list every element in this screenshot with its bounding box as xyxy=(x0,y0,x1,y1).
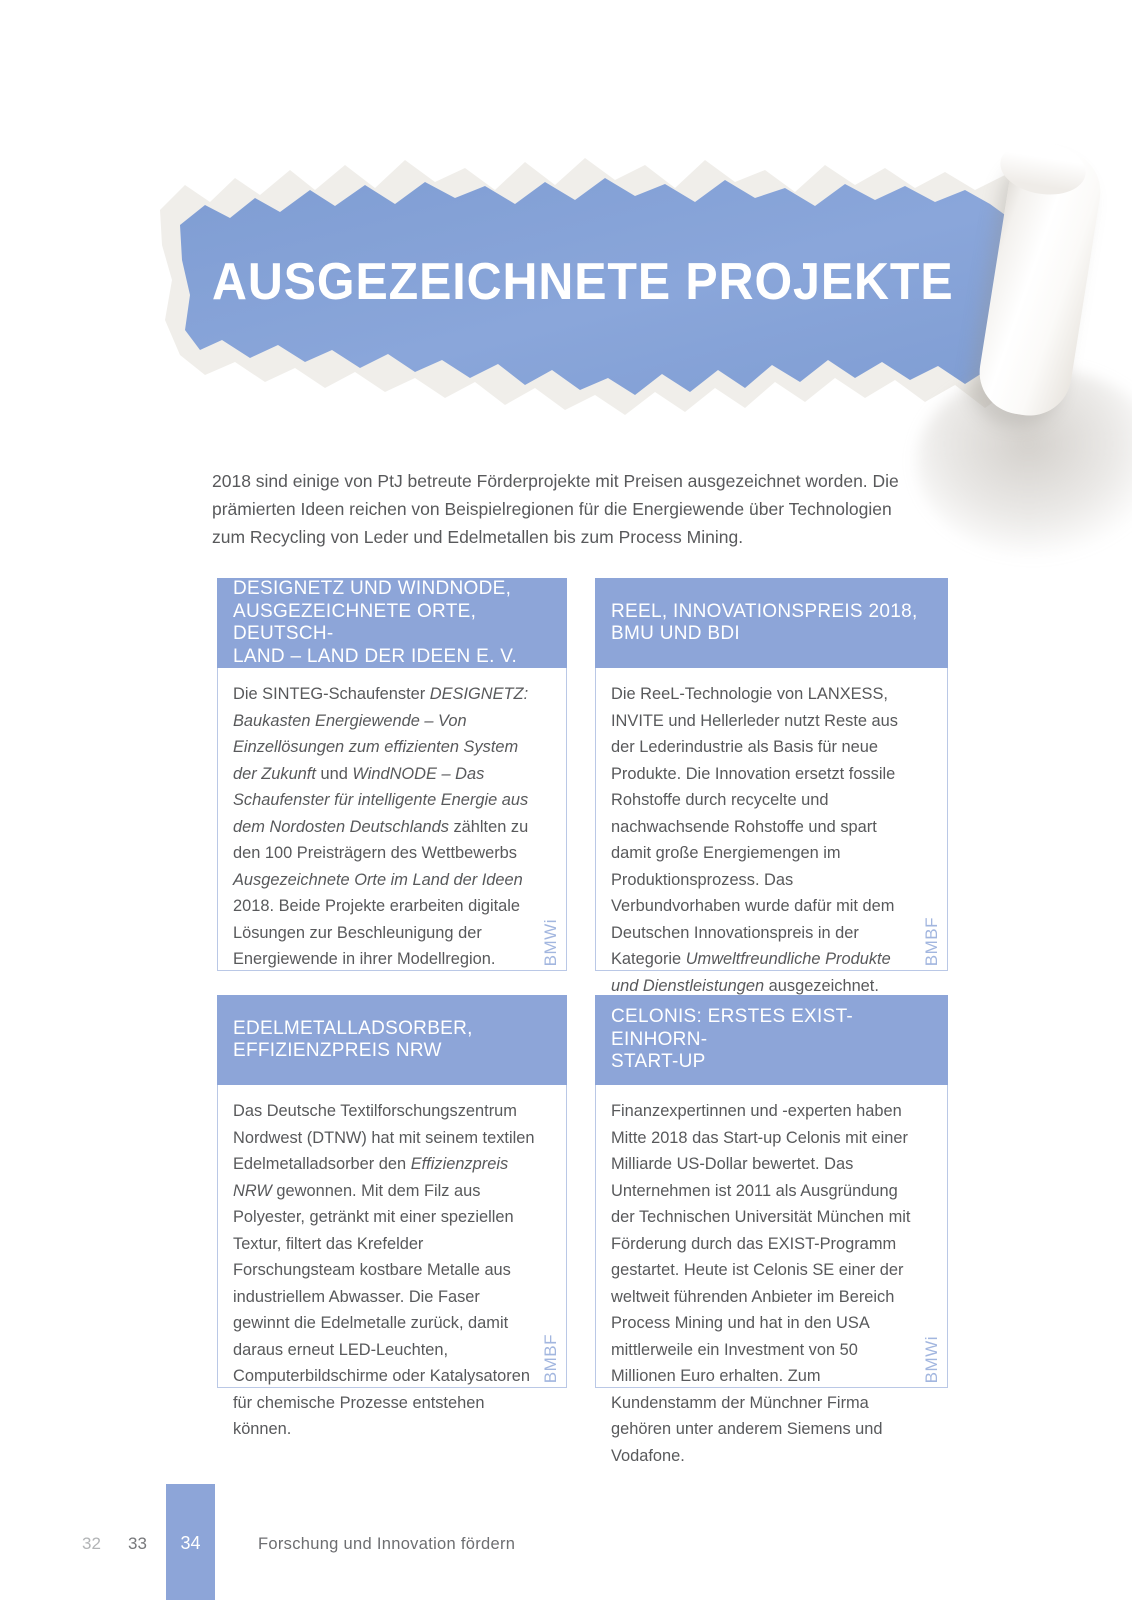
current-page-badge xyxy=(166,1484,215,1600)
page-number-33: 33 xyxy=(128,1534,147,1553)
intro-paragraph: 2018 sind einige von PtJ betreute Förderprojekte mit Preisen ausgezeichnet worden. Die prämierten Ideen reichen von Beispielregionen für die Energiewende über Technologien zum Recycling von Leder und Edelmetallen bis zum Process Mining. xyxy=(212,470,899,547)
award-card-edelmetalladsorber xyxy=(217,995,567,1438)
card-title-text: REEL, INNOVATIONSPREIS 2018, BMU UND BDI xyxy=(611,600,918,644)
page-number-34: 34 xyxy=(180,1533,201,1553)
award-cards-grid xyxy=(217,578,948,1465)
card-title-text: CELONIS: ERSTES EXIST-EINHORN- START-UP xyxy=(611,1006,854,1073)
torn-paper-banner xyxy=(150,140,1062,452)
card-body xyxy=(595,1085,948,1465)
card-title xyxy=(595,995,948,1085)
ministry-label-bmbf: BMBF xyxy=(921,916,941,966)
card-title-text: DESIGNETZ UND WINDNODE, AUSGEZEICHNETE ORTE, DEUTSCH- LAND – LAND DER IDEEN E. V. xyxy=(233,578,518,667)
card-body xyxy=(217,1085,567,1438)
card-body-text: Das Deutsche Textilforschungszentrum Nordwest (DTNW) hat mit seinem textilen Edelmetalladsorber den Effizienzpreis NRW gewonnen. Mit dem Filz aus Polyester, getränkt mit einer speziellen Textur, filtert das Krefelder Forschungsteam kostbare Metalle aus industriellem Abwasser. Die Faser gewinnt die Edelmetalle zurück, damit daraus erneut LED-Leuchten, Computerbildschirme oder Katalysatoren für chemische Prozesse entstehen können. xyxy=(233,1102,535,1438)
card-body xyxy=(595,668,948,995)
card-body xyxy=(217,668,567,971)
award-card-reel xyxy=(595,578,948,995)
card-title xyxy=(595,578,948,668)
ministry-label-bmwi: BMWi xyxy=(921,1335,941,1383)
card-body-text: Finanzexpertinnen und -experten haben Mitte 2018 das Start-up Celonis mit einer Milliarde US-Dollar bewertet. Das Unternehmen ist 2011 als Ausgründung der Technischen Universität München mit Förderung durch das EXIST-Programm gestartet. Heute ist Celonis SE einer der weltweit führenden Anbieter im Bereich Process Mining und hat in den USA mittlerweile ein Investment von 50 Millionen Euro erhalten. Zum Kundenstamm der Münchner Firma gehören unter anderem Siemens und Vodafone. xyxy=(611,1102,911,1465)
footer-section-title: Forschung und Innovation fördern xyxy=(258,1535,516,1553)
page-title: AUSGEZEICHNETE PROJEKTE xyxy=(212,253,954,311)
award-card-designetz-windnode xyxy=(217,578,567,971)
page-number-32: 32 xyxy=(82,1534,101,1553)
ministry-label-bmbf: BMBF xyxy=(540,1333,560,1383)
card-body-text: Die SINTEG-Schaufenster DESIGNETZ: Baukasten Energiewende – Von Einzellösungen zum effizienten System der Zukunft und WindNODE – Das Schaufenster für intelligente Energie aus dem Nordosten Deutschlands zählten zu den 100 Preisträgern des Wettbewerbs Ausgezeichnete Orte im Land der Ideen 2018. Beide Projekte erarbeiten digitale Lösungen zur Beschleunigung der Energiewende in ihrer Modellregion. xyxy=(233,685,529,968)
card-title xyxy=(217,578,567,668)
card-title-text: EDELMETALLADSORBER, EFFIZIENZPREIS NRW xyxy=(233,1017,473,1061)
card-body-text: Die ReeL-Technologie von LANXESS, INVITE und Hellerleder nutzt Reste aus der Lederindustrie als Basis für neue Produkte. Die Innovation ersetzt fossile Rohstoffe durch recycelte und nachwachsende Rohstoffe und spart damit große Energiemengen im Produktionsprozess. Das Verbundvorhaben wurde dafür mit dem Deutschen Innovationspreis in der Kategorie Umweltfreundliche Produkte und Dienstleistungen ausgezeichnet. xyxy=(611,685,898,995)
ministry-label-bmwi: BMWi xyxy=(540,918,560,966)
card-title xyxy=(217,995,567,1085)
award-card-celonis xyxy=(595,995,948,1465)
